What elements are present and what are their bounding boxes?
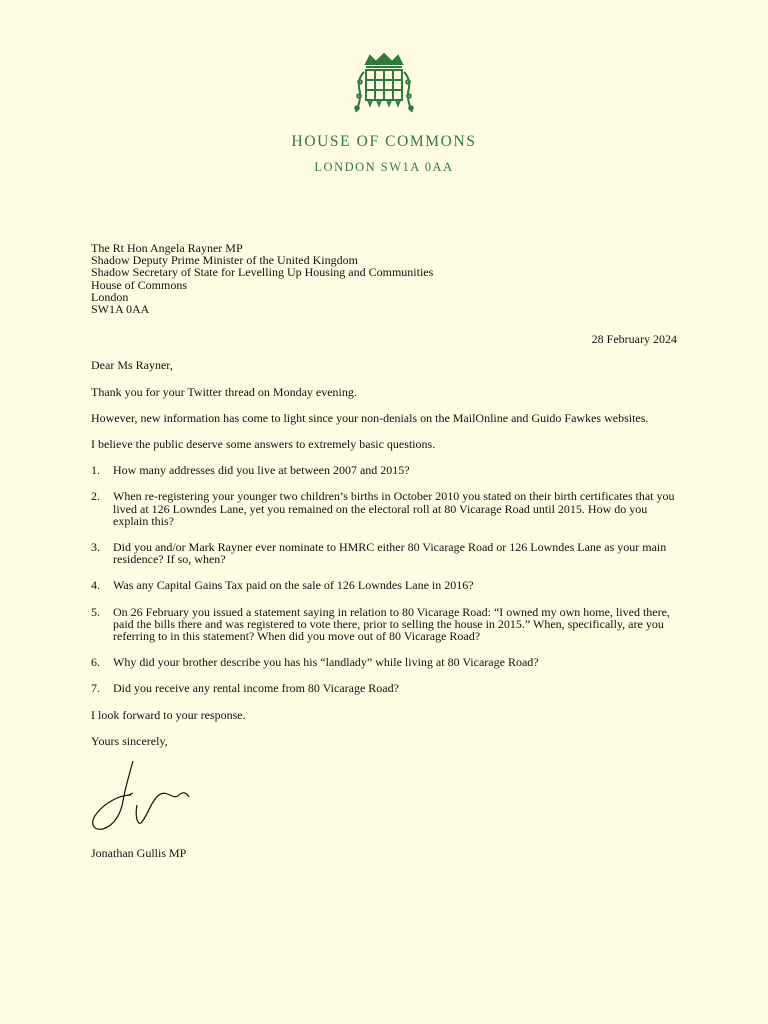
question-text: How many addresses did you live at between 2007 and 2015?: [113, 463, 410, 478]
question-number: 1.: [91, 463, 100, 478]
question-text: Did you and/or Mark Rayner ever nominate to HMRC either 80 Vicarage Road or 126 Lowndes Lane as your main residence? If so, when?: [113, 540, 667, 567]
question-item: [91, 656, 677, 668]
question-item: [91, 682, 677, 694]
portcullis-icon: [352, 52, 416, 118]
recipient-address: [91, 242, 677, 315]
address-line: SW1A 0AA: [91, 302, 150, 317]
address-line: London: [91, 289, 129, 304]
paragraph: However, new information has come to light since your non-denials on the MailOnline and Guido Fawkes websites.: [91, 410, 649, 425]
sign-off: Yours sincerely,: [91, 733, 168, 748]
address-line: Shadow Deputy Prime Minister of the United Kingdom: [91, 253, 358, 268]
question-number: 6.: [91, 655, 100, 670]
question-text: Did you receive any rental income from 80 Vicarage Road?: [113, 681, 399, 696]
closing-line: I look forward to your response.: [91, 707, 246, 722]
question-number: 7.: [91, 681, 100, 696]
paragraph: I believe the public deserve some answers to extremely basic questions.: [91, 437, 436, 452]
letter-date: 28 February 2024: [591, 332, 677, 347]
question-number: 3.: [91, 540, 100, 555]
address-line: The Rt Hon Angela Rayner MP: [91, 241, 243, 255]
salutation: Dear Ms Rayner,: [91, 358, 173, 373]
org-address: LONDON SW1A 0AA: [314, 160, 454, 174]
question-text: Why did your brother describe you has his “landlady” while living at 80 Vicarage Road?: [113, 655, 539, 670]
question-item: [91, 490, 677, 527]
question-item: [91, 606, 677, 643]
signer-name: Jonathan Gullis MP: [91, 846, 187, 861]
signature-icon: [89, 755, 199, 835]
address-line: House of Commons: [91, 277, 187, 292]
paragraph: Thank you for your Twitter thread on Monday evening.: [91, 384, 357, 399]
question-item: [91, 464, 677, 476]
address-line: Shadow Secretary of State for Levelling Up Housing and Communities: [91, 265, 434, 280]
question-item: [91, 579, 677, 591]
question-item: [91, 541, 677, 565]
question-number: 4.: [91, 578, 100, 593]
org-name: HOUSE OF COMMONS: [291, 133, 477, 150]
question-text: When re-registering your younger two children’s births in October 2010 you stated on their birth certificates that you lived at 126 Lowndes Lane, yet you remained on the electoral roll at 80 Vicarage Road until 2015. How do you explain this?: [113, 489, 675, 528]
letterhead: [0, 52, 768, 175]
question-number: 5.: [91, 604, 100, 619]
question-text: On 26 February you issued a statement saying in relation to 80 Vicarage Road: “I owned my own home, lived there, paid the bills there and was registered to vote there, prior to selling the house in 2015.” When, specifically, are you referring to in this statement? When did you move out of 80 Vicarage Road?: [113, 604, 670, 644]
letter-body: [91, 242, 677, 859]
question-number: 2.: [91, 489, 100, 504]
question-text: Was any Capital Gains Tax paid on the sale of 126 Lowndes Lane in 2016?: [113, 578, 474, 593]
